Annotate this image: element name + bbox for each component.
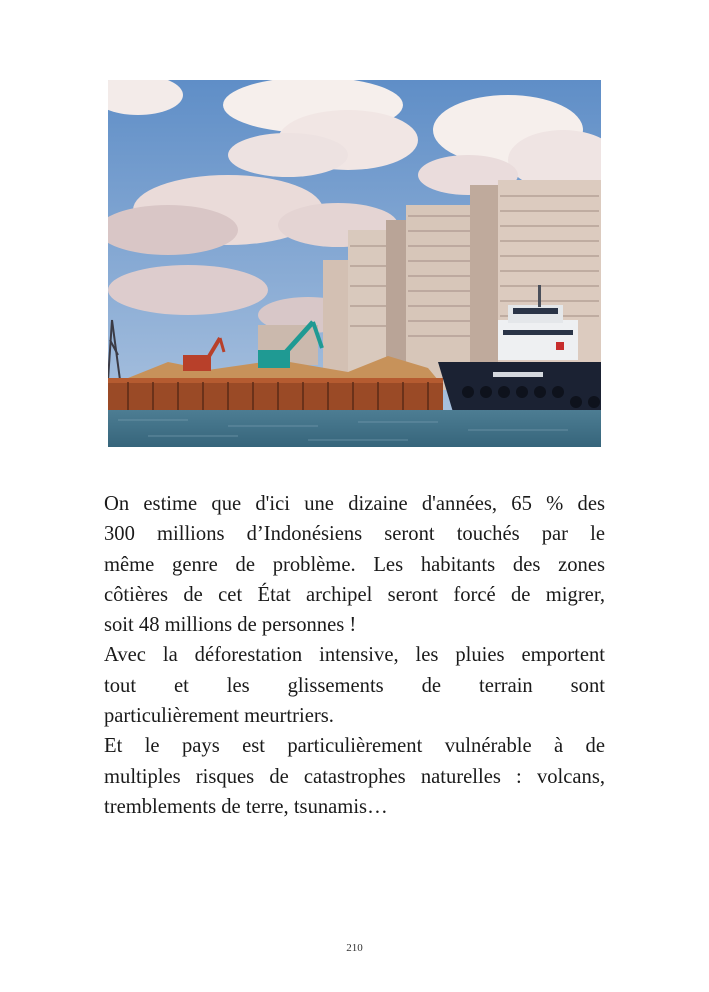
text-line: côtières de cet État archipel seront forcé de migrer,: [104, 583, 605, 606]
paragraph-1: [104, 489, 605, 640]
page-number: 210: [346, 942, 363, 954]
paragraph-2: [104, 640, 605, 731]
text-line: Et le pays est particulièrement vulnérable à de: [104, 735, 605, 758]
harbor-photo: [108, 80, 601, 447]
body-text: [104, 489, 605, 822]
text-line: tremblements de terre, tsunamis…: [104, 795, 388, 818]
text-line: multiples risques de catastrophes naturelles : volcans,: [104, 765, 605, 788]
text-line: tout et les glissements de terrain sont: [104, 674, 605, 697]
text-line: 300 millions d’Indonésiens seront touchés par le: [104, 523, 605, 546]
text-line: particulièrement meurtriers.: [104, 705, 334, 728]
text-line: On estime que d'ici une dizaine d'années, 65 % des: [104, 493, 605, 515]
text-line: Avec la déforestation intensive, les pluies emportent: [104, 644, 605, 667]
barge: [108, 378, 443, 412]
harbor-photo-illustration: [108, 80, 601, 447]
water: [108, 410, 601, 447]
paragraph-3: [104, 731, 605, 822]
text-line: soit 48 millions de personnes !: [104, 614, 357, 637]
text-line: même genre de problème. Les habitants des zones: [104, 553, 605, 576]
